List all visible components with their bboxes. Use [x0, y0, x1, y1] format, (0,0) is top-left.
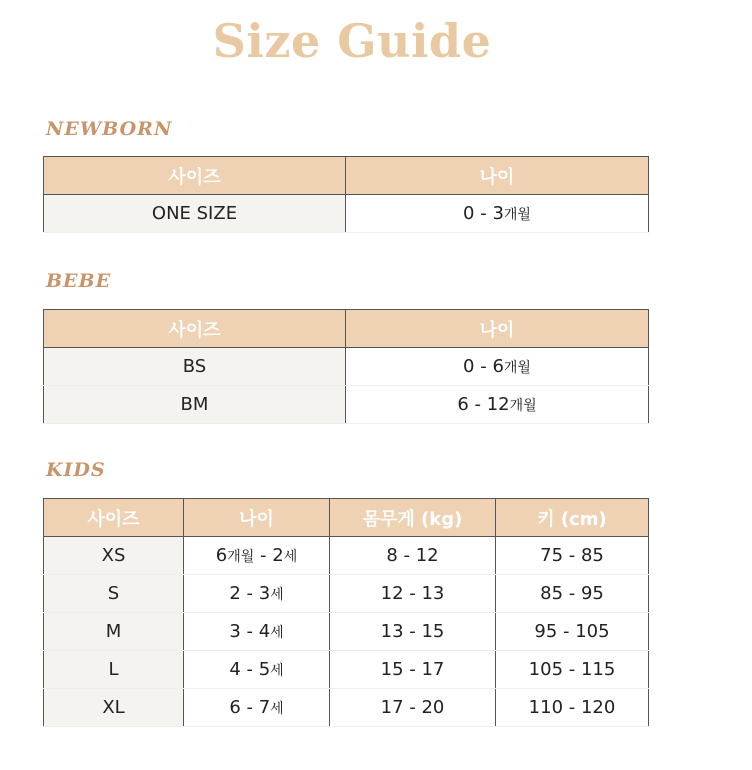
- age-cell: [184, 689, 330, 727]
- age-unit: 세: [270, 701, 284, 717]
- weight-cell: 13 - 15: [330, 613, 496, 651]
- age-value: 6 - 12: [457, 394, 510, 415]
- age-unit: 개월: [503, 207, 531, 223]
- age-unit: 세: [270, 663, 284, 679]
- age-unit: 개월: [227, 549, 255, 565]
- height-cell: 85 - 95: [496, 575, 649, 613]
- size-cell: BS: [44, 348, 346, 386]
- newborn-size-table: [43, 156, 649, 233]
- age-value: 3 - 4: [229, 621, 271, 642]
- age-value: 6 - 7: [229, 697, 271, 718]
- height-cell: 105 - 115: [496, 651, 649, 689]
- header-size: 사이즈: [44, 157, 346, 195]
- page-title: Size Guide: [212, 14, 492, 68]
- table-header-row: [44, 157, 649, 195]
- age-value: 4 - 5: [229, 659, 271, 680]
- age-value: 0 - 3: [463, 203, 504, 224]
- age-unit: 개월: [509, 398, 537, 414]
- weight-cell: 8 - 12: [330, 537, 496, 575]
- age-unit: 세: [270, 587, 284, 603]
- header-size: 사이즈: [44, 499, 184, 537]
- header-height: 키 (cm): [496, 499, 649, 537]
- header-age: 나이: [346, 310, 649, 348]
- size-cell: S: [44, 575, 184, 613]
- table-row: [44, 651, 649, 689]
- age-value: 0 - 6: [463, 356, 504, 377]
- table-row: [44, 537, 649, 575]
- table-header-row: [44, 310, 649, 348]
- size-cell: M: [44, 613, 184, 651]
- age-value: 6: [215, 545, 228, 566]
- kids-size-table: [43, 498, 649, 727]
- height-cell: 75 - 85: [496, 537, 649, 575]
- age-unit: 개월: [503, 360, 531, 376]
- table-row: [44, 195, 649, 233]
- table-row: [44, 689, 649, 727]
- size-cell: L: [44, 651, 184, 689]
- table-row: [44, 613, 649, 651]
- table-row: [44, 575, 649, 613]
- weight-cell: 12 - 13: [330, 575, 496, 613]
- weight-cell: 17 - 20: [330, 689, 496, 727]
- age-unit: 세: [270, 625, 284, 641]
- header-size: 사이즈: [44, 310, 346, 348]
- age-cell: [346, 195, 649, 233]
- table-row: [44, 348, 649, 386]
- age-cell: [184, 613, 330, 651]
- size-cell: XS: [44, 537, 184, 575]
- height-cell: 95 - 105: [496, 613, 649, 651]
- age-cell: [184, 537, 330, 575]
- size-cell: BM: [44, 386, 346, 424]
- section-label-kids: KIDS: [46, 459, 106, 481]
- size-cell: ONE SIZE: [44, 195, 346, 233]
- header-age: 나이: [346, 157, 649, 195]
- age-value: 2 - 3: [229, 583, 271, 604]
- age-unit: 세: [283, 549, 298, 565]
- age-value: - 2: [254, 545, 284, 566]
- table-row: [44, 386, 649, 424]
- size-cell: XL: [44, 689, 184, 727]
- section-label-newborn: NEWBORN: [46, 118, 173, 140]
- table-header-row: [44, 499, 649, 537]
- header-age: 나이: [184, 499, 330, 537]
- weight-cell: 15 - 17: [330, 651, 496, 689]
- bebe-size-table: [43, 309, 649, 424]
- section-label-bebe: BEBE: [46, 270, 112, 292]
- age-cell: [184, 651, 330, 689]
- age-cell: [184, 575, 330, 613]
- header-weight: 몸무게 (kg): [330, 499, 496, 537]
- age-cell: [346, 386, 649, 424]
- height-cell: 110 - 120: [496, 689, 649, 727]
- age-cell: [346, 348, 649, 386]
